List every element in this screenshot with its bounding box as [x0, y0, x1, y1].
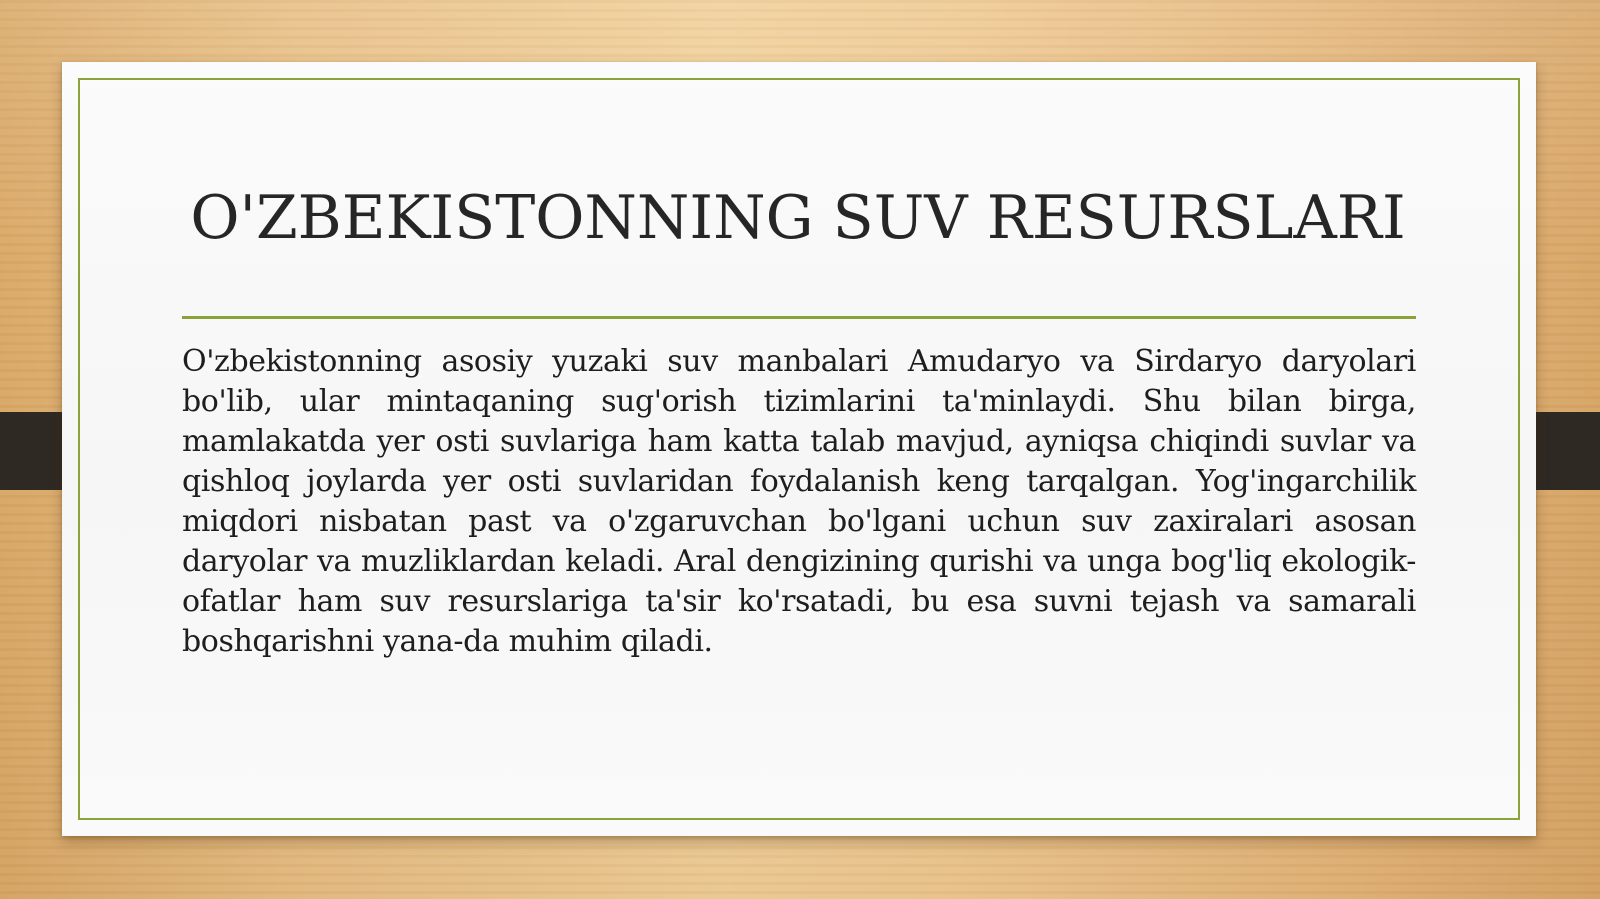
slide-body-text: O'zbekistonning asosiy yuzaki suv manbalari Amudaryo va Sirdaryo daryolari bo'lib, ular mintaqaning sug'orish tizimlarini ta'minlaydi. Shu bilan birga, mamlakatda yer osti suvlariga ham katta talab mavjud, ayniqsa chiqindi suvlar va qishloq joylarda yer osti suvlaridan foydalanish keng tarqalgan. Yog'ingarchilik miqdori nisbatan past va o'zgaruvchan bo'lgani uchun suv zaxiralari asosan daryolar va muzliklardan keladi. Aral dengizining qurishi va unga bog'liq ekologik-ofatlar ham suv resurslariga ta'sir ko'rsatadi, bu esa suvni tejash va samarali boshqarishni yana-da muhim qiladi.: [182, 344, 1416, 659]
slide-title: O'ZBEKISTONNING SUV RESURSLARI: [190, 183, 1406, 253]
title-divider: [182, 316, 1416, 319]
